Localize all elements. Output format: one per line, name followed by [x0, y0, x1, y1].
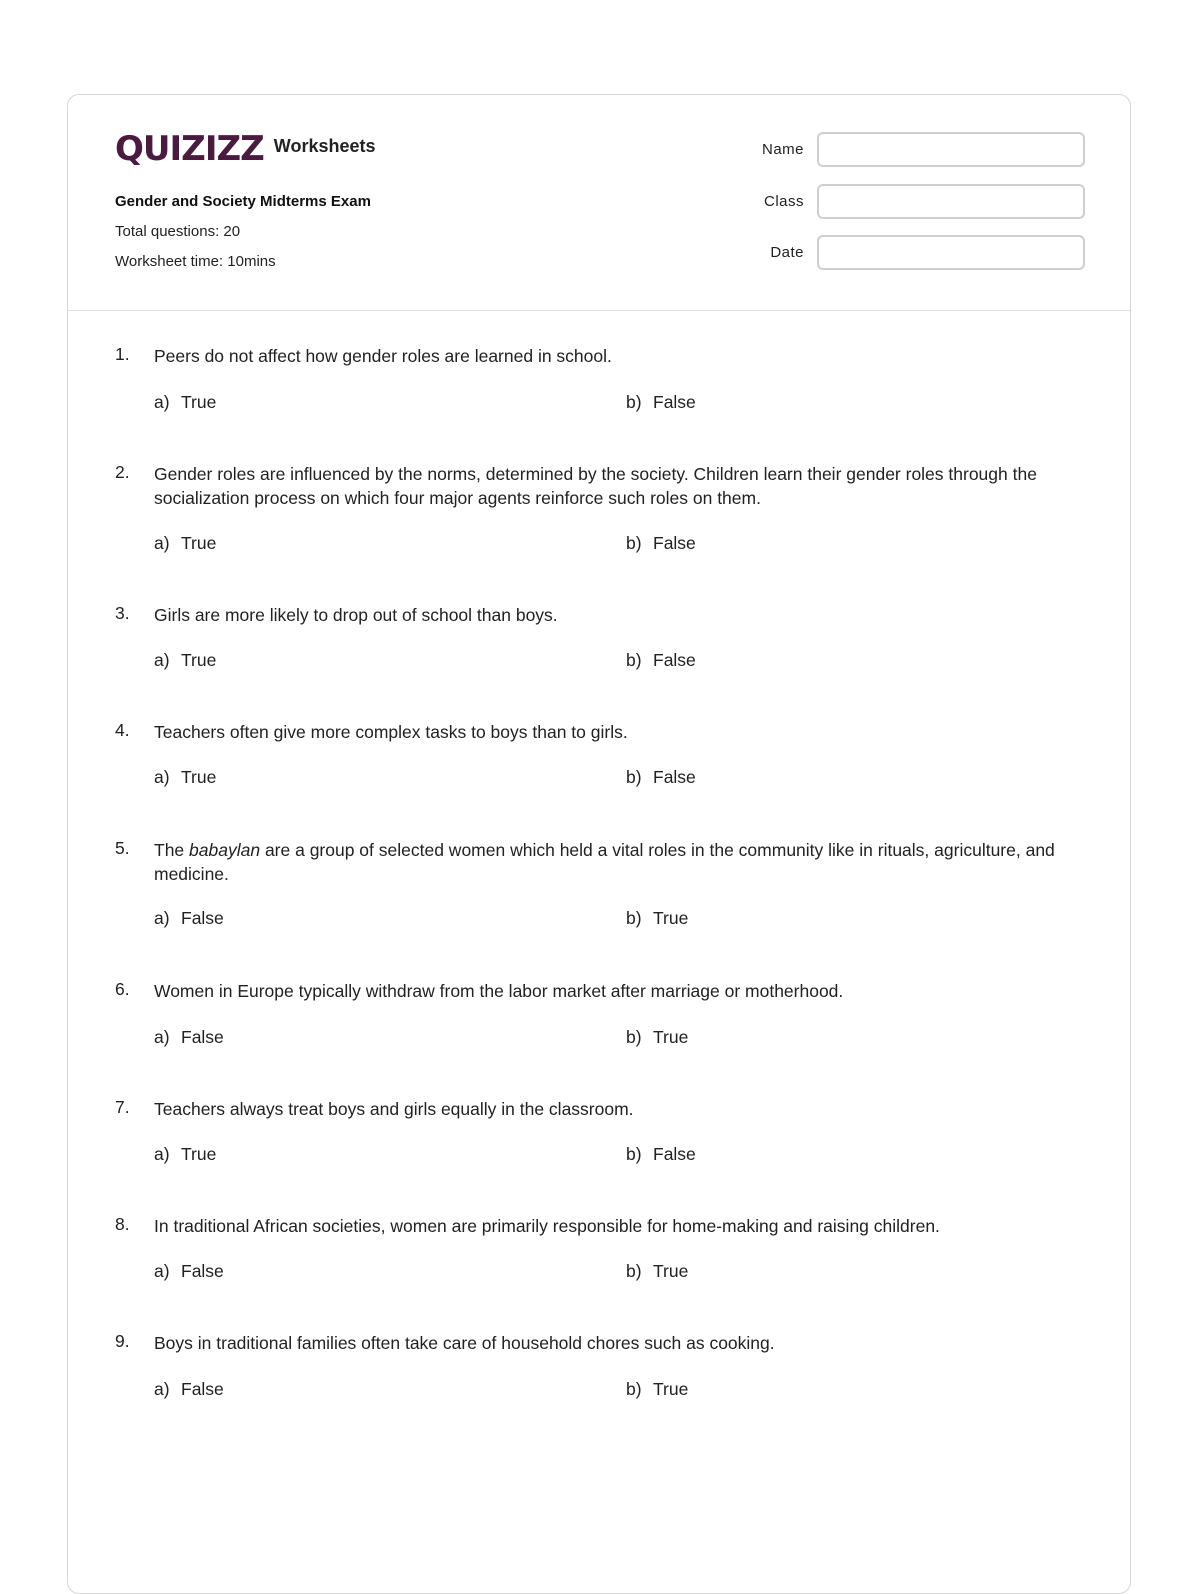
question-number: 9. [115, 1331, 130, 1351]
question-text: Peers do not affect how gender roles are learned in school. [154, 346, 612, 366]
question-text: Teachers always treat boys and girls equally in the classroom. [154, 1099, 634, 1119]
worksheet-title: Gender and Society Midterms Exam [115, 193, 371, 210]
class-label: Class [763, 193, 804, 210]
total-questions: Total questions: 20 [115, 223, 241, 240]
option-b[interactable]: b) True [626, 908, 689, 928]
question-number: 3. [115, 603, 130, 623]
logo-wordmark: QUIZIZZ [115, 129, 264, 169]
question-text: The babaylan are a group of selected women which held a vital roles in the community like in rituals, agriculture, and medicine. [154, 840, 1055, 884]
question-text: Boys in traditional families often take care of household chores such as cooking. [154, 1333, 775, 1353]
option-a[interactable]: a) True [154, 392, 217, 412]
question-text: In traditional African societies, women are primarily responsible for home-making and raising children. [154, 1216, 940, 1236]
question-text: Gender roles are influenced by the norms, determined by the society. Children learn their gender roles through the socialization process on which four major agents reinforce such roles on them. [154, 464, 1037, 508]
date-label: Date [770, 244, 804, 261]
date-field[interactable] [817, 235, 1085, 270]
question-text: Women in Europe typically withdraw from the labor market after marriage or motherhood. [154, 981, 844, 1001]
question-number: 4. [115, 720, 130, 740]
question-number: 8. [115, 1214, 130, 1234]
option-b[interactable]: b) True [626, 1261, 689, 1281]
option-b[interactable]: b) False [626, 650, 696, 670]
option-a[interactable]: a) True [154, 650, 217, 670]
option-a[interactable]: a) True [154, 533, 217, 553]
worksheet-header [68, 95, 1130, 311]
question-number: 1. [115, 344, 130, 364]
option-a[interactable]: a) True [154, 1144, 217, 1164]
question-number: 6. [115, 979, 130, 999]
logo-subtitle: Worksheets [273, 135, 376, 156]
option-a[interactable]: a) True [154, 767, 217, 787]
question-number: 2. [115, 462, 130, 482]
worksheet-card [67, 94, 1131, 1594]
option-a[interactable]: a) False [154, 1379, 224, 1399]
question-number: 7. [115, 1097, 130, 1117]
option-a[interactable]: a) False [154, 908, 224, 928]
question-text: Girls are more likely to drop out of school than boys. [154, 605, 558, 625]
option-a[interactable]: a) False [154, 1027, 224, 1047]
option-b[interactable]: b) False [626, 392, 696, 412]
name-field[interactable] [817, 132, 1085, 167]
option-b[interactable]: b) False [626, 767, 696, 787]
option-b[interactable]: b) False [626, 1144, 696, 1164]
name-label: Name [761, 141, 804, 158]
worksheet-time: Worksheet time: 10mins [115, 253, 276, 270]
question-text: Teachers often give more complex tasks to boys than to girls. [154, 722, 628, 742]
quizizz-logo [115, 129, 376, 169]
option-b[interactable]: b) False [626, 533, 696, 553]
option-b[interactable]: b) True [626, 1027, 689, 1047]
option-a[interactable]: a) False [154, 1261, 224, 1281]
option-b[interactable]: b) True [626, 1379, 689, 1399]
class-field[interactable] [817, 184, 1085, 219]
question-number: 5. [115, 838, 130, 858]
